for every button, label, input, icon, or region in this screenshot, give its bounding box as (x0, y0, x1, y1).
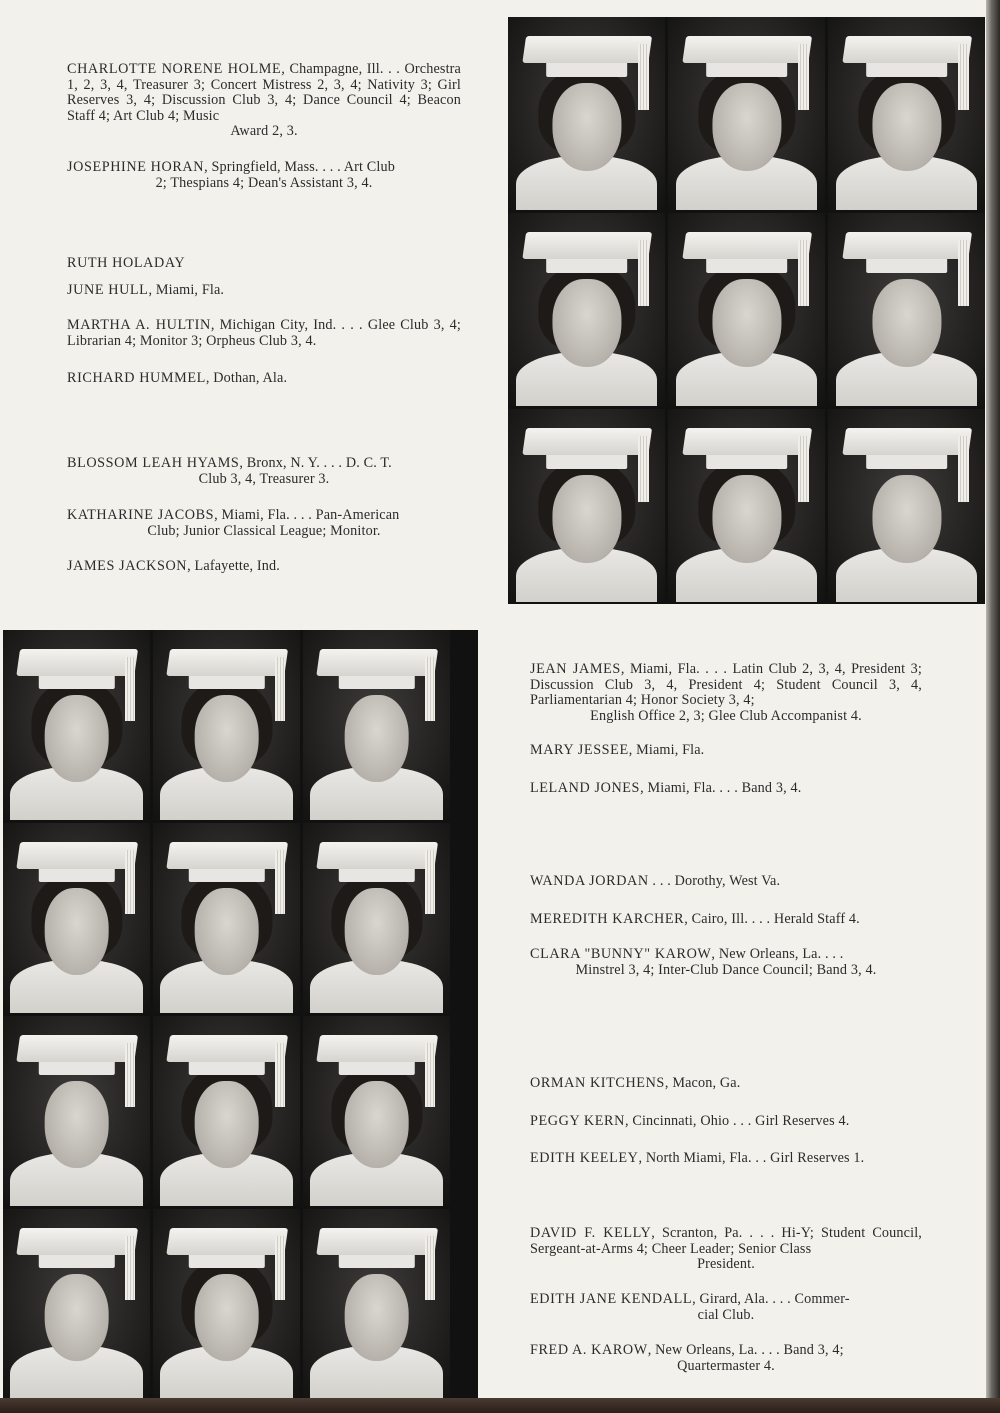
entry-name: MARY JESSEE (530, 742, 629, 758)
portrait-cap (16, 649, 137, 676)
portrait-cap (166, 649, 287, 676)
portrait-face (194, 888, 259, 975)
senior-portrait-photo (303, 1209, 450, 1399)
portrait-face (44, 1081, 109, 1168)
senior-portrait-photo (668, 213, 825, 406)
entry-name: JEAN JAMES (530, 661, 621, 677)
portrait-face (194, 1081, 259, 1168)
entry-name: FRED A. KAROW (530, 1342, 648, 1358)
senior-portrait-photo (508, 409, 665, 602)
entry-blossom-hyams (67, 456, 461, 487)
entry-details: , Springfield, Mass. . . . Art Club (204, 159, 395, 175)
entry-katharine-jacobs (67, 508, 461, 539)
entry-name: KATHARINE JACOBS (67, 507, 215, 523)
portrait-tassel (638, 44, 649, 110)
portrait-cap (16, 842, 137, 869)
entry-name: JAMES JACKSON (67, 558, 188, 574)
portrait-cap (16, 1035, 137, 1062)
entry-fred-karow (530, 1343, 922, 1374)
portrait-cap (316, 1035, 437, 1062)
entry-details: , Miami, Fla. . . . Latin Club 2, 3, 4, President 3; Discussion Club 3, 4, President 4; Student Council 3, 4, Parliamentarian 4; Honor Society 3, 4; (530, 661, 922, 708)
portrait-cap (842, 232, 971, 259)
portrait-face (712, 279, 781, 368)
senior-portrait-photo (828, 17, 985, 210)
portrait-cap (316, 1228, 437, 1255)
page-bottom-edge (0, 1398, 1000, 1413)
portrait-face (344, 695, 409, 782)
portrait-face (872, 475, 941, 564)
portrait-tassel (958, 436, 969, 502)
senior-portrait-photo (508, 17, 665, 210)
entry-details: , Cincinnati, Ohio . . . Girl Reserves 4. (624, 1113, 850, 1129)
senior-portrait-photo (828, 409, 985, 602)
entry-name: RICHARD HUMMEL (67, 370, 206, 386)
portrait-face (44, 1274, 109, 1361)
portrait-tassel (125, 657, 135, 722)
entry-details: , Dothan, Ala. (205, 370, 288, 386)
entry-details-continued: Club; Junior Classical League; Monitor. (147, 522, 381, 539)
entry-name: WANDA JORDAN (530, 873, 649, 889)
entry-details: , Bronx, N. Y. . . . D. C. T. (239, 455, 392, 471)
portrait-face (872, 83, 941, 172)
entry-name: DAVID F. KELLY (530, 1225, 652, 1241)
entry-edith-keeley (530, 1151, 922, 1167)
portrait-cap (682, 428, 811, 455)
entry-details-continued: Minstrel 3, 4; Inter-Club Dance Council; Band 3, 4. (575, 961, 877, 978)
portrait-tassel (425, 850, 435, 915)
portrait-grid-top (508, 17, 985, 604)
portrait-cap (16, 1228, 137, 1255)
senior-portrait-photo (153, 823, 300, 1013)
entry-june-hull (67, 283, 461, 299)
entry-details: , Miami, Fla. (148, 282, 225, 298)
senior-portrait-photo (828, 213, 985, 406)
entry-details: , Michigan City, Ind. . . . Glee Club 3, 4; Librarian 4; Monitor 3; Orpheus Club 3, 4. (67, 317, 461, 349)
entry-name: RUTH HOLADAY (67, 255, 186, 271)
portrait-tassel (125, 850, 135, 915)
portrait-face (872, 279, 941, 368)
portrait-face (194, 1274, 259, 1361)
portrait-cap (166, 842, 287, 869)
entry-name: CHARLOTTE NORENE HOLME (67, 61, 282, 77)
entry-details: , Champagne, Ill. . . Orchestra 1, 2, 3, 4, Treasurer 3; Concert Mistress 2, 3, 4; Nativity 3; Girl Reserves 3, 4; Discussion Club 3, 4; Dance Council 4; Beacon Staff 4; Art Club 4; Music (67, 61, 462, 124)
senior-portrait-photo (508, 213, 665, 406)
entry-details: , Miami, Fla. . . . Band 3, 4. (640, 780, 802, 796)
portrait-tassel (425, 1236, 435, 1301)
portrait-cap (316, 842, 437, 869)
portrait-face (344, 1274, 409, 1361)
portrait-cap (842, 428, 971, 455)
senior-portrait-photo (668, 17, 825, 210)
portrait-tassel (125, 1236, 135, 1301)
senior-portrait-photo (303, 630, 450, 820)
senior-portrait-photo (3, 1016, 150, 1206)
entry-details: , New Orleans, La. . . . Band 3, 4; (647, 1342, 844, 1358)
entry-josephine-horan (67, 160, 461, 191)
entry-details-continued: cial Club. (697, 1306, 755, 1323)
entry-details: , Miami, Fla. . . . Pan-American (214, 507, 400, 523)
portrait-cap (842, 36, 971, 63)
entry-details-continued: President. (697, 1256, 755, 1272)
entry-details-continued: Award 2, 3. (230, 123, 298, 139)
portrait-tassel (425, 657, 435, 722)
portrait-cap (166, 1228, 287, 1255)
portrait-face (552, 279, 621, 368)
senior-portrait-photo (153, 1209, 300, 1399)
entry-clara-karow (530, 947, 922, 978)
entry-name: JUNE HULL (67, 282, 149, 298)
portrait-cap (682, 232, 811, 259)
portrait-tassel (798, 240, 809, 306)
portrait-grid-bottom (3, 630, 478, 1400)
senior-portrait-photo (3, 1209, 150, 1399)
senior-portrait-photo (668, 409, 825, 602)
entry-details: , New Orleans, La. . . . (711, 946, 844, 962)
entry-name: CLARA "BUNNY" KAROW (530, 946, 712, 962)
entry-details: , Macon, Ga. (664, 1075, 741, 1091)
portrait-face (712, 475, 781, 564)
portrait-tassel (798, 44, 809, 110)
entry-david-kelly (530, 1226, 922, 1273)
entry-name: EDITH JANE KENDALL (530, 1291, 693, 1307)
entry-name: ORMAN KITCHENS (530, 1075, 665, 1091)
entry-details-continued: 2; Thespians 4; Dean's Assistant 3, 4. (155, 174, 373, 191)
portrait-tassel (638, 240, 649, 306)
entry-name: PEGGY KERN (530, 1113, 625, 1129)
portrait-cap (166, 1035, 287, 1062)
entry-name: BLOSSOM LEAH HYAMS (67, 455, 240, 471)
entry-name: MEREDITH KARCHER (530, 911, 685, 927)
portrait-face (552, 475, 621, 564)
senior-portrait-photo (3, 630, 150, 820)
entry-details: , Cairo, Ill. . . . Herald Staff 4. (684, 911, 860, 927)
portrait-tassel (638, 436, 649, 502)
portrait-cap (316, 649, 437, 676)
portrait-tassel (425, 1043, 435, 1108)
portrait-tassel (275, 1043, 285, 1108)
senior-portrait-photo (153, 1016, 300, 1206)
entry-charlotte-holme (67, 62, 461, 140)
portrait-face (712, 83, 781, 172)
portrait-cap (682, 36, 811, 63)
entry-details: , Scranton, Pa. . . . Hi-Y; Student Council, Sergeant-at-Arms 4; Cheer Leader; Senior Class (530, 1225, 922, 1257)
entry-name: LELAND JONES (530, 780, 641, 796)
portrait-tassel (125, 1043, 135, 1108)
entry-leland-jones (530, 781, 922, 797)
entry-details: , North Miami, Fla. . . Girl Reserves 1. (638, 1150, 865, 1166)
entry-martha-hultin (67, 318, 461, 349)
portrait-face (344, 888, 409, 975)
senior-portrait-photo (3, 823, 150, 1013)
entry-details-continued: Club 3, 4, Treasurer 3. (198, 470, 330, 487)
portrait-face (44, 695, 109, 782)
entry-name: EDITH KEELEY (530, 1150, 639, 1166)
entry-richard-hummel (67, 371, 461, 387)
entry-wanda-jordan (530, 874, 922, 890)
book-spine (986, 0, 1000, 1413)
senior-portrait-photo (303, 823, 450, 1013)
portrait-tassel (958, 44, 969, 110)
portrait-tassel (958, 240, 969, 306)
portrait-cap (522, 428, 651, 455)
entry-edith-kendall (530, 1292, 922, 1323)
entry-orman-kitchens (530, 1076, 922, 1092)
entry-peggy-kern (530, 1114, 922, 1130)
portrait-cap (522, 36, 651, 63)
portrait-tassel (275, 657, 285, 722)
entry-james-jackson (67, 559, 461, 575)
entry-details-continued: English Office 2, 3; Glee Club Accompanist 4. (590, 707, 862, 724)
portrait-cap (522, 232, 651, 259)
entry-details: , Miami, Fla. (628, 742, 705, 758)
entry-details: . . . Dorothy, West Va. (648, 873, 781, 889)
portrait-tassel (275, 850, 285, 915)
entry-details-continued: Quartermaster 4. (677, 1357, 775, 1374)
entry-ruth-holaday (67, 256, 461, 272)
entry-details: , Girard, Ala. . . . Commer- (692, 1291, 850, 1307)
portrait-tassel (798, 436, 809, 502)
entry-mary-jessee (530, 743, 922, 759)
entry-jean-james (530, 662, 922, 724)
portrait-face (552, 83, 621, 172)
portrait-face (44, 888, 109, 975)
senior-portrait-photo (153, 630, 300, 820)
entry-meredith-karcher (530, 912, 922, 928)
senior-portrait-photo (303, 1016, 450, 1206)
portrait-face (344, 1081, 409, 1168)
entry-details: , Lafayette, Ind. (187, 558, 280, 574)
entry-name: JOSEPHINE HORAN (67, 159, 205, 175)
portrait-tassel (275, 1236, 285, 1301)
portrait-face (194, 695, 259, 782)
entry-name: MARTHA A. HULTIN (67, 317, 211, 333)
